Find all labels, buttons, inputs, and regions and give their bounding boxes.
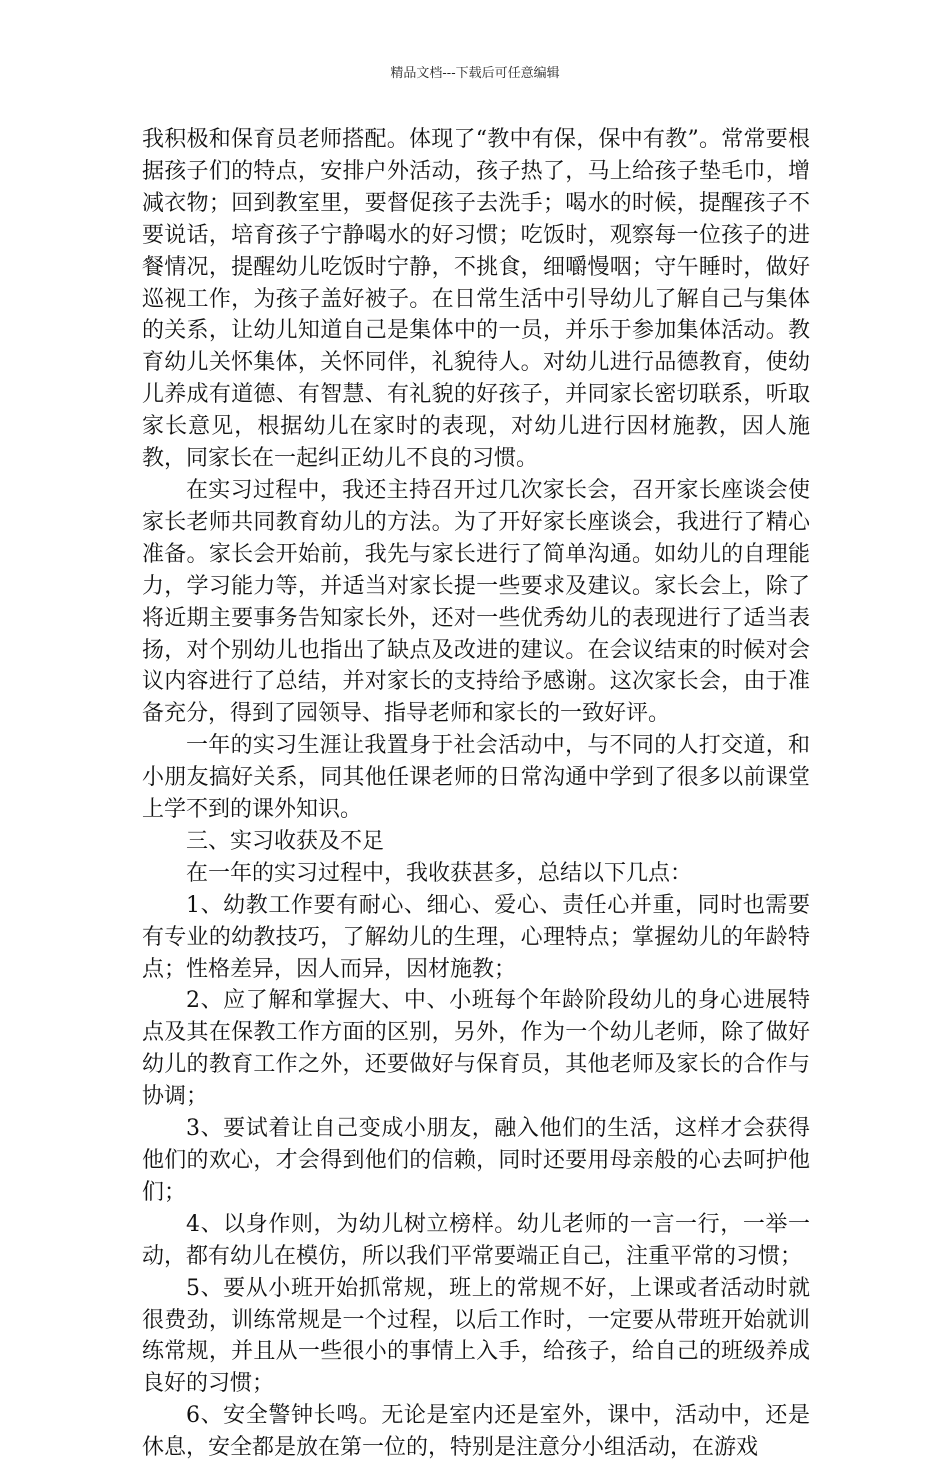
- paragraph-gains-intro: 在一年的实习过程中，我收获甚多，总结以下几点：: [186, 860, 693, 886]
- paragraph-parent-meeting: 在实习过程中，我还主持召开过几次家长会，召开家长座谈会使家长老师共同教育幼儿的方法。为了开好家长座谈会，我进行了精心准备。家长会开始前，我先与家长进行了简单沟通。如幼儿的自理能力，学习能力等，并适当对家长提一些要求及建议。家长会上，除了将近期主要事务告知家长外，还对一些优秀幼儿的表现进行了适当表扬，对个别幼儿也指出了缺点及改进的建议。在会议结束的时候对会议内容进行了总结，并对家长的支持给予感谢。这次家长会，由于准备充分，得到了园领导、指导老师和家长的一致好评。: [142, 477, 810, 727]
- list-item-4: 4、以身作则，为幼儿树立榜样。幼儿老师的一言一行，一举一动，都有幼儿在模仿，所以我们平常要端正自己，注重平常的习惯；: [142, 1211, 810, 1269]
- list-item-5: 5、要从小班开始抓常规，班上的常规不好，上课或者活动时就很费劲，训练常规是一个过程，以后工作时，一定要从带班开始就训练常规，并且从一些很小的事情上入手，给孩子，给自己的班级养成良好的习惯；: [142, 1275, 810, 1397]
- list-item-3: 3、要试着让自己变成小朋友，融入他们的生活，这样才会获得他们的欢心，才会得到他们的信赖，同时还要用母亲般的心去呵护他们；: [142, 1116, 810, 1205]
- section-heading-gains: 三、实习收获及不足: [186, 828, 385, 854]
- paragraph-internship-experience: 一年的实习生涯让我置身于社会活动中，与不同的人打交道，和小朋友搞好关系，同其他任课老师的日常沟通中学到了很多以前课堂上学不到的课外知识。: [142, 733, 810, 823]
- list-item-6: 6、安全警钟长鸣。无论是室内还是室外，课中，活动中，还是休息，安全都是放在第一位的，特别是注意分小组活动，在游戏: [142, 1403, 810, 1461]
- list-item-2: 2、应了解和掌握大、中、小班每个年龄阶段幼儿的身心进展特点及其在保教工作方面的区别，另外，作为一个幼儿老师，除了做好幼儿的教育工作之外，还要做好与保育员，其他老师及家长的合作与协调；: [142, 988, 810, 1110]
- page-header: 精品文档---下载后可任意编辑: [390, 66, 560, 81]
- document-body: [142, 124, 810, 1464]
- list-item-1: 1、幼教工作要有耐心、细心、爱心、责任心并重，同时也需要有专业的幼教技巧，了解幼儿的生理，心理特点；掌握幼儿的年龄特点；性格差异，因人而异，因材施教；: [142, 892, 810, 982]
- paragraph-daily-care: 我积极和保育员老师搭配。体现了“教中有保，保中有教”。常常要根据孩子们的特点，安排户外活动，孩子热了，马上给孩子垫毛巾，增减衣物；回到教室里，要督促孩子去洗手；喝水的时候，提醒孩子不要说话，培育孩子宁静喝水的好习惯；吃饭时，观察每一位孩子的进餐情况，提醒幼儿吃饭时宁静，不挑食，细嚼慢咽；守午睡时，做好巡视工作，为孩子盖好被子。在日常生活中引导幼儿了解自己与集体的关系，让幼儿知道自己是集体中的一员，并乐于参加集体活动。教育幼儿关怀集体，关怀同伴，礼貌待人。对幼儿进行品德教育，使幼儿养成有道德、有智慧、有礼貌的好孩子，并同家长密切联系，听取家长意见，根据幼儿在家时的表现，对幼儿进行因材施教，因人施教，同家长在一起纠正幼儿不良的习惯。: [142, 127, 810, 472]
